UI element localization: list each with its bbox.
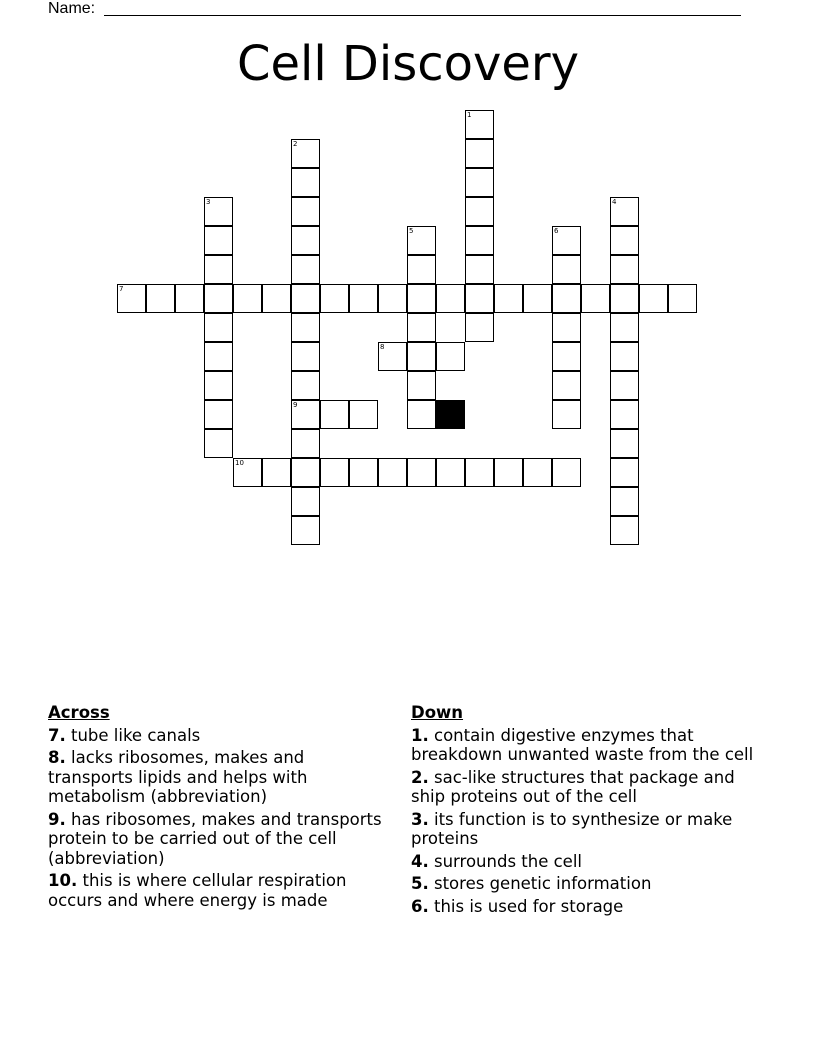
grid-cell[interactable]	[552, 313, 581, 342]
clue-text: lacks ribosomes, makes and transports lipids and helps with metabolism (abbreviation)	[48, 748, 308, 806]
grid-cell[interactable]	[233, 284, 262, 313]
grid-cell[interactable]	[291, 342, 320, 371]
grid-cell[interactable]	[204, 313, 233, 342]
clue-across-8	[48, 748, 393, 807]
grid-cell[interactable]	[610, 226, 639, 255]
clue-text: this is used for storage	[428, 896, 624, 916]
grid-cell[interactable]	[407, 255, 436, 284]
clue-down-4	[411, 852, 756, 872]
grid-cell[interactable]	[581, 284, 610, 313]
clue-number-label: 1	[467, 111, 472, 119]
grid-cell[interactable]	[204, 371, 233, 400]
grid-cell[interactable]	[349, 458, 378, 487]
grid-cell[interactable]	[436, 284, 465, 313]
grid-cell[interactable]	[465, 313, 494, 342]
grid-cell[interactable]	[552, 226, 581, 255]
grid-cell[interactable]	[465, 226, 494, 255]
grid-cell[interactable]	[552, 400, 581, 429]
grid-cell[interactable]	[465, 197, 494, 226]
grid-cell[interactable]	[291, 400, 320, 429]
grid-cell[interactable]	[291, 371, 320, 400]
grid-cell[interactable]	[291, 487, 320, 516]
grid-cell[interactable]	[407, 371, 436, 400]
grid-cell[interactable]	[610, 342, 639, 371]
grid-cell[interactable]	[610, 284, 639, 313]
name-label: Name:	[48, 0, 96, 17]
grid-cell[interactable]	[233, 458, 262, 487]
clue-number: 8.	[48, 748, 66, 767]
clue-number: 5.	[411, 874, 429, 893]
down-heading: Down	[411, 703, 464, 722]
clue-down-6	[411, 897, 756, 917]
name-line[interactable]	[104, 15, 741, 16]
grid-cell[interactable]	[668, 284, 697, 313]
grid-cell[interactable]	[378, 284, 407, 313]
clue-text: stores genetic information	[428, 874, 652, 893]
clue-number-label: 5	[409, 227, 414, 235]
grid-cell[interactable]	[465, 458, 494, 487]
grid-cell[interactable]	[610, 516, 639, 545]
clue-down-5	[411, 874, 756, 894]
clue-text: surrounds the cell	[428, 851, 583, 871]
clue-across-9	[48, 810, 393, 869]
grid-cell[interactable]	[610, 371, 639, 400]
clue-text: its function is to synthesize or make proteins	[411, 809, 733, 848]
grid-cell[interactable]	[349, 400, 378, 429]
clue-text: contain digestive enzymes that breakdown unwanted waste from the cell	[411, 725, 754, 764]
grid-cell[interactable]	[378, 342, 407, 371]
grid-cell[interactable]	[117, 284, 146, 313]
grid-cell[interactable]	[610, 487, 639, 516]
grid-cell[interactable]	[291, 313, 320, 342]
grid-cell[interactable]	[291, 429, 320, 458]
grid-cell[interactable]	[436, 458, 465, 487]
clue-text: this is where cellular respiration occurs and where energy is made	[48, 871, 347, 910]
grid-cell[interactable]	[610, 313, 639, 342]
clue-number: 3.	[411, 809, 429, 829]
grid-cell[interactable]	[610, 400, 639, 429]
page-title: Cell Discovery	[236, 36, 580, 92]
grid-cell[interactable]	[146, 284, 175, 313]
clue-down-3	[411, 810, 756, 849]
clue-number: 7.	[48, 725, 66, 745]
grid-cell[interactable]	[552, 371, 581, 400]
grid-cell[interactable]	[407, 342, 436, 371]
grid-cell[interactable]	[320, 400, 349, 429]
grid-cell[interactable]	[407, 284, 436, 313]
grid-cell[interactable]	[262, 284, 291, 313]
grid-cell[interactable]	[610, 255, 639, 284]
grid-cell[interactable]	[465, 255, 494, 284]
clue-number-label: 9	[293, 401, 298, 409]
grid-cell[interactable]	[204, 284, 233, 313]
clue-text: sac-like structures that package and ship proteins out of the cell	[411, 767, 735, 806]
clue-number: 2.	[411, 767, 429, 787]
clue-number-label: 4	[612, 198, 617, 206]
grid-cell[interactable]	[320, 284, 349, 313]
grid-cell[interactable]	[465, 110, 494, 139]
clue-down-2	[411, 768, 756, 807]
grid-cell[interactable]	[610, 458, 639, 487]
grid-cell[interactable]	[407, 226, 436, 255]
across-heading: Across	[48, 703, 110, 722]
grid-cell[interactable]	[465, 139, 494, 168]
grid-cell[interactable]	[552, 458, 581, 487]
grid-cell[interactable]	[291, 516, 320, 545]
clue-number-label: 7	[119, 285, 124, 293]
grid-cell[interactable]	[262, 458, 291, 487]
grid-cell[interactable]	[639, 284, 668, 313]
grid-cell[interactable]	[291, 226, 320, 255]
grid-cell[interactable]	[494, 284, 523, 313]
clue-text: has ribosomes, makes and transports protein to be carried out of the cell (abbreviation)	[48, 809, 382, 868]
grid-cell[interactable]	[349, 284, 378, 313]
down-clues	[411, 703, 756, 919]
clue-across-7	[48, 726, 393, 746]
grid-cell[interactable]	[291, 458, 320, 487]
grid-cell[interactable]	[320, 458, 349, 487]
clue-number-label: 8	[380, 343, 385, 351]
grid-cell[interactable]	[291, 139, 320, 168]
clue-text: tube like canals	[65, 725, 201, 745]
grid-cell[interactable]	[291, 255, 320, 284]
grid-cell[interactable]	[291, 284, 320, 313]
clue-number: 1.	[411, 725, 429, 745]
grid-cell[interactable]	[204, 429, 233, 458]
grid-cell[interactable]	[204, 197, 233, 226]
grid-cell[interactable]	[523, 284, 552, 313]
grid-cell[interactable]	[465, 168, 494, 197]
blocked-cell	[436, 400, 465, 429]
clue-number-label: 6	[554, 227, 559, 235]
across-clues	[48, 703, 393, 913]
grid-cell[interactable]	[204, 342, 233, 371]
grid-cell[interactable]	[407, 313, 436, 342]
grid-cell[interactable]	[407, 400, 436, 429]
grid-cell[interactable]	[407, 458, 436, 487]
grid-cell[interactable]	[523, 458, 552, 487]
grid-cell[interactable]	[610, 429, 639, 458]
grid-cell[interactable]	[552, 342, 581, 371]
clue-down-1	[411, 726, 756, 765]
grid-cell[interactable]	[465, 284, 494, 313]
grid-cell[interactable]	[291, 168, 320, 197]
clue-number: 4.	[411, 851, 429, 871]
grid-cell[interactable]	[552, 255, 581, 284]
grid-cell[interactable]	[494, 458, 523, 487]
clue-across-10	[48, 871, 393, 910]
grid-cell[interactable]	[291, 197, 320, 226]
grid-cell[interactable]	[204, 255, 233, 284]
grid-cell[interactable]	[610, 197, 639, 226]
grid-cell[interactable]	[378, 458, 407, 487]
grid-cell[interactable]	[436, 342, 465, 371]
clue-number-label: 3	[206, 198, 211, 206]
grid-cell[interactable]	[204, 400, 233, 429]
grid-cell[interactable]	[204, 226, 233, 255]
grid-cell[interactable]	[175, 284, 204, 313]
clue-number-label: 10	[235, 459, 244, 467]
clue-number-label: 2	[293, 140, 298, 148]
clue-number: 10.	[48, 871, 78, 890]
grid-cell[interactable]	[552, 284, 581, 313]
clue-number: 6.	[411, 896, 429, 916]
clue-number: 9.	[48, 809, 66, 829]
